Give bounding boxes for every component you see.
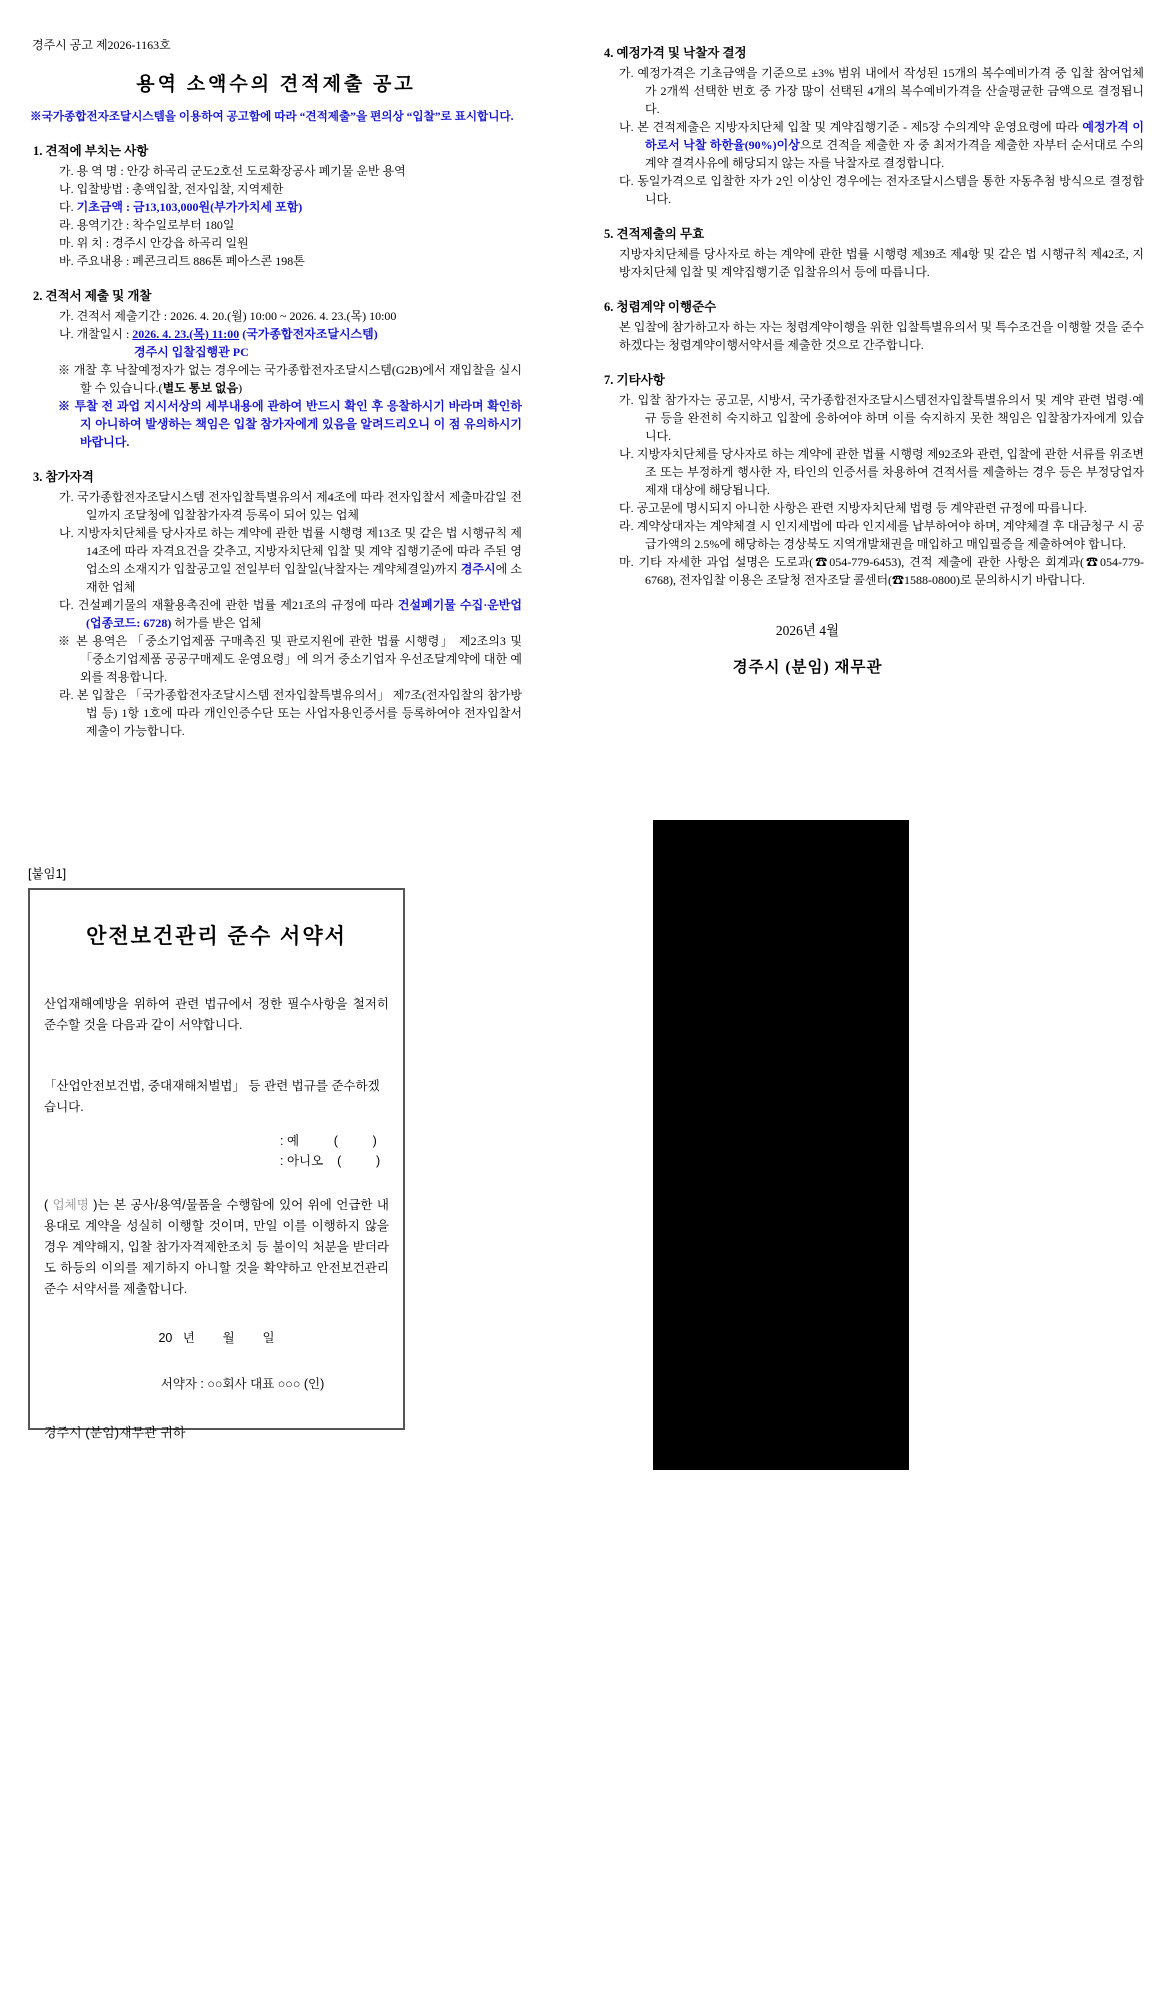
form-title: 안전보건관리 준수 서약서 (86, 925, 347, 948)
form-law-line: 「산업안전보건법, 중대재해처벌법」 등 관련 법규를 준수하겠습니다. (44, 1079, 380, 1114)
page-title: 용역 소액수의 견적제출 공고 (136, 74, 416, 95)
region-name: 경주시 (460, 562, 496, 576)
doc-number: 경주시 공고 제2026-1163호 (32, 38, 171, 52)
list-item: 라. 본 입찰은 「국가종합전자조달시스템 전자입찰특별유의서」 제7조(전자입찰의 참가방법 등) 1항 1호에 따라 개인인증수단 또는 사업자용인증서를 등록하여야 전자입찰서 제출이 가능합니다. (59, 688, 522, 738)
attachment-form (28, 888, 405, 1440)
section-4 (601, 44, 1144, 208)
left-column (30, 36, 522, 757)
form-option-no: : 아니오 ( ) (280, 1153, 381, 1168)
list-item: 다. 공고문에 명시되지 아니한 사항은 관련 지방자치단체 법령 등 계약관련 규정에 따릅니다. (619, 501, 1087, 515)
form-option-yes: : 예 ( ) (280, 1133, 377, 1148)
list-item: 가. 용 역 명 : 안강 하곡리 군도2호선 도로확장공사 폐기물 운반 용역 (59, 164, 406, 178)
section-6-body: 본 입찰에 참가하고자 하는 자는 청렴계약이행을 위한 입찰특별유의서 및 특수조건을 이행할 것을 준수하겠다는 청렴계약이행서약서를 제출한 것으로 간주합니다. (619, 320, 1144, 352)
section-7 (601, 371, 1144, 589)
opening-datetime-value: 2026. 4. 23.(목) 11:00 (132, 327, 240, 341)
list-item: 나. 지방자치단체를 당사자로 하는 계약에 관한 법률 시행령 제92조와 관련, 입찰에 관한 서류를 위조변조 또는 부정하게 행사한 자, 타인의 인증서를 차용하여 견적서를 제출하는 경우 등은 부정당업자 제재 대상에 해당됩니다. (619, 447, 1144, 497)
announcement-date: 2026년 4월 (775, 623, 840, 638)
section-2-heading: 2. 견적서 제출 및 개찰 (33, 289, 152, 303)
list-item-opening-datetime: 나. 개찰일시 : 2026. 4. 23.(목) 11:00 (국가종합전자조달시스템) (59, 327, 378, 341)
announcement-signer: 경주시 (분임) 재무관 (732, 659, 883, 676)
note-check-before-bid: ※ 투찰 전 과업 지시서상의 세부내용에 관하여 반드시 확인 후 응찰하시기 바라며 확인하지 아니하여 발생하는 책임은 입찰 참가자에게 있음을 알려드리오니 이 점 유의하시기 바랍니다. (58, 399, 522, 449)
list-item-award-rate: 나. 본 견적제출은 지방자치단체 입찰 및 계약집행기준 - 제5장 수의계약 운영요령에 따라 예정가격 이하로서 낙찰 하한율(90%)이상으로 견적을 제출한 자 중 최저가격을 제출한 자부터 순서대로 수의계약 결격사유에 해당되지 않는 자를 낙찰자로 결정합니다. (619, 120, 1144, 170)
section-7-heading: 7. 기타사항 (604, 373, 665, 387)
section-6-heading: 6. 청렴계약 이행준수 (604, 300, 717, 314)
note-rebid: ※ 개찰 후 낙찰예정자가 없는 경우에는 국가종합전자조달시스템(G2B)에서 재입찰을 실시할 수 있습니다.(별도 통보 없음) (58, 363, 522, 395)
section-3-heading: 3. 참가자격 (33, 470, 94, 484)
section-2 (30, 287, 522, 451)
form-date-line: 20 년 월 일 (158, 1330, 275, 1345)
form-signer-line: 서약자 : ○○회사 대표 ○○○ (인) (160, 1376, 325, 1391)
section-5-heading: 5. 견적제출의 무효 (604, 227, 705, 241)
list-item: 바. 주요내용 : 폐콘크리트 886톤 폐아스콘 198톤 (59, 254, 305, 268)
section-5-body: 지방자치단체를 당사자로 하는 계약에 관한 법률 시행령 제39조 제4항 및 같은 법 시행규칙 제42조, 지방자치단체 입찰 및 계약집행기준 입찰유의서 등에 따릅니다. (619, 247, 1144, 279)
base-amount-value: 기초금액 : 금13,103,000원(부가가치세 포함) (76, 200, 303, 214)
redaction-black-box (653, 820, 909, 1470)
list-item-region: 나. 지방자치단체를 당사자로 하는 계약에 관한 법률 시행령 제13조 및 같은 법 시행규칙 제14조에 따라 자격요건을 갖추고, 지방자치단체 입찰 및 계약 집행기준에 따라 주된 영업소의 소재지가 입찰공고일 전일부터 입찰일(낙찰자는 계약체결일)까지 경주시에 소재한 업체 (59, 526, 522, 594)
list-item: 가. 예정가격은 기초금액을 기준으로 ±3% 범위 내에서 작성된 15개의 복수예비가격 중 입찰 참여업체가 2개씩 선택한 번호 중 가장 많이 선택된 4개의 복수예비가격을 산술평균한 금액으로 결정됩니다. (619, 66, 1144, 116)
list-item-base-amount: 다. 기초금액 : 금13,103,000원(부가가치세 포함) (59, 200, 303, 214)
company-name-placeholder: 업체명 (52, 1197, 89, 1212)
opening-location: 경주시 입찰집행관 PC (134, 345, 249, 359)
section-4-heading: 4. 예정가격 및 낙찰자 결정 (604, 46, 747, 60)
form-paragraph-2: ( 업체명 )는 본 공사/용역/물품을 수행함에 있어 위에 언급한 내용대로 계약을 성실히 이행할 것이며, 만일 이를 이행하지 않을 경우 계약해지, 입찰 참가자격제한조치 등 불이익 처분을 받더라도 하등의 이의를 제기하지 아니할 것을 확약하고 안전보건관리 준수 서약서를 제출합니다. (44, 1197, 390, 1296)
list-item: 마. 위 치 : 경주시 안강읍 하곡리 일원 (59, 236, 249, 250)
list-item: 다. 동일가격으로 입찰한 자가 2인 이상인 경우에는 전자조달시스템을 통한 자동추첨 방식으로 결정합니다. (619, 174, 1144, 206)
list-item: 가. 국가종합전자조달시스템 전자입찰특별유의서 제4조에 따라 전자입찰서 제출마감일 전일까지 조달청에 입찰참가자격 등록이 되어 있는 업체 (59, 490, 522, 522)
form-paragraph-1: 산업재해예방을 위하여 관련 법규에서 정한 필수사항을 철저히 준수할 것을 다음과 같이 서약합니다. (44, 997, 389, 1032)
section-1-heading: 1. 견적에 부치는 사항 (33, 144, 149, 158)
list-item-contacts: 마. 기타 자세한 과업 설명은 도로과(☎054-779-6453), 견적 제출에 관한 사항은 회계과(☎054-779-6768), 전자입찰 이용은 조달청 전자조달 콜센터(☎1588-0800)로 문의하시기 바랍니다. (619, 555, 1144, 587)
award-rate-value: 예정가격 이하로서 낙찰 하한율(90%)이상 (645, 120, 1144, 152)
list-item: 라. 계약상대자는 계약체결 시 인지세법에 따라 인지세를 납부하여야 하며, 계약체결 후 대금청구 시 공급가액의 2.5%에 해당하는 경상북도 지역개발채권을 매입하고 매입필증을 제출하여야 합니다. (619, 519, 1144, 551)
license-type: 건설폐기물 수집·운반업(업종코드: 6728) (86, 598, 522, 630)
blue-notice: ※국가종합전자조달시스템을 이용하여 공고함에 따라 “견적제출”을 편의상 “입찰”로 표시합니다. (30, 110, 514, 123)
section-5 (601, 225, 1144, 281)
right-column (601, 44, 1144, 677)
list-item: 라. 용역기간 : 착수일로부터 180일 (59, 218, 235, 232)
form-recipient: 경주시 (분임)재무관 귀하 (44, 1424, 186, 1440)
list-item: 나. 입찰방법 : 총액입찰, 전자입찰, 지역제한 (59, 182, 284, 196)
list-item-license: 다. 건설폐기물의 재활용촉진에 관한 법률 제21조의 규정에 따라 건설폐기물 수집·운반업(업종코드: 6728) 허가를 받은 업체 (59, 598, 522, 630)
note-sme-exception: ※ 본 용역은 「중소기업제품 구매촉진 및 판로지원에 관한 법률 시행령」 제2조의3 및 「중소기업제품 공공구매제도 운영요령」에 의거 중소기업자 우선조달계약에 대한 예외를 적용합니다. (58, 634, 522, 684)
list-item: 가. 견적서 제출기간 : 2026. 4. 20.(월) 10:00 ~ 2026. 4. 23.(목) 10:00 (59, 309, 397, 323)
attachment-label: [붙임1] (28, 867, 67, 881)
section-1 (30, 142, 522, 270)
section-3 (30, 468, 522, 740)
list-item: 가. 입찰 참가자는 공고문, 시방서, 국가종합전자조달시스템전자입찰특별유의서 및 계약 관련 법령·예규 등을 완전히 숙지하고 입찰에 응하여야 하며 이를 숙지하지 못한 책임은 입찰참가자에게 있습니다. (619, 393, 1144, 443)
section-6 (601, 298, 1144, 354)
